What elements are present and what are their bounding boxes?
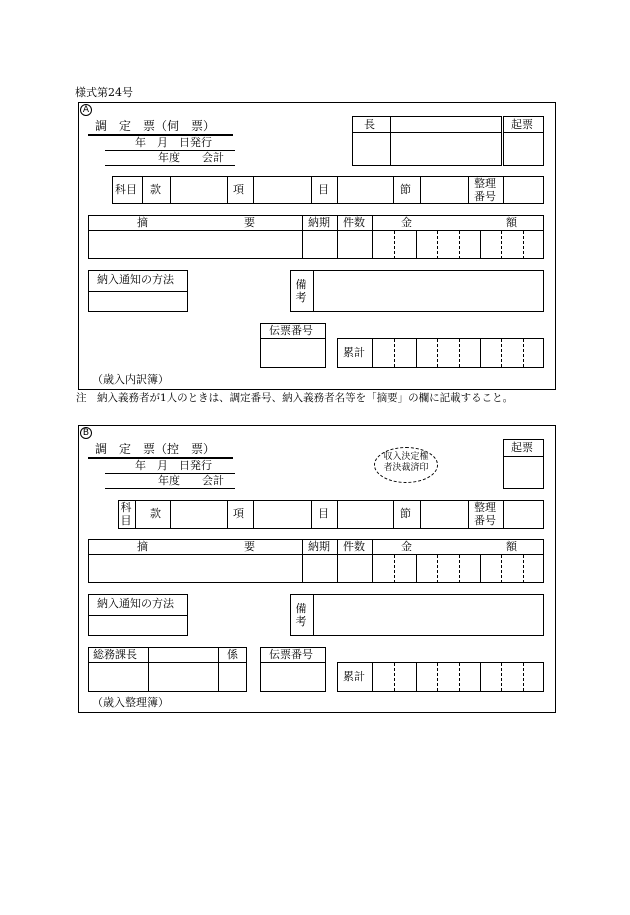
- section-a-ruikei-div2: [416, 338, 417, 368]
- section-a-bikou-box: [290, 270, 544, 312]
- section-a-amount-div1: [416, 230, 417, 259]
- section-b-kihyou-header-line: [503, 456, 544, 457]
- section-b-seiri: 整理: [474, 501, 496, 514]
- section-a-amount-div2: [480, 230, 481, 259]
- section-a-approval-divider: [390, 116, 391, 166]
- section-a-seiri: 整理: [474, 177, 496, 190]
- section-a-gaku: 額: [506, 216, 517, 229]
- section-a-moku: 目: [318, 183, 329, 196]
- section-a-approval-header-line: [352, 132, 502, 133]
- section-b-soumu-div1: [148, 647, 149, 692]
- section-a-bikou-2: 考: [295, 291, 307, 304]
- section-a-amount-dash3: [459, 231, 460, 259]
- section-b-ruikei-dash5: [523, 663, 524, 691]
- section-a-denpyou-line: [260, 338, 326, 339]
- section-a-title: 調 定 票（伺 票）: [95, 119, 216, 133]
- section-b-soumu-line: [88, 662, 247, 663]
- section-b-kin: 金: [401, 540, 412, 553]
- section-b-tekiyou-div2: [337, 539, 338, 583]
- section-b-ruikei-dash3: [459, 663, 460, 691]
- section-a-amount-dash5: [523, 231, 524, 259]
- section-a-kensuu: 件数: [343, 216, 365, 229]
- section-b-bikou-1: 備: [295, 602, 307, 615]
- section-b-kihyou-label: 起票: [511, 441, 533, 454]
- section-b-kensuu: 件数: [343, 540, 365, 553]
- section-a-subject-div1: [142, 176, 143, 204]
- section-a-kamoku: 科目: [115, 183, 137, 196]
- section-b-subject-div5: [311, 500, 312, 529]
- section-a-marker: A: [80, 104, 92, 116]
- section-a-tekiyou-div1: [302, 215, 303, 259]
- section-b-method-label: 納入通知の方法: [97, 597, 174, 610]
- section-b-subject-div7: [393, 500, 394, 529]
- section-b-marker: B: [80, 427, 92, 439]
- section-a-bangou: 番号: [474, 190, 496, 203]
- section-a-subject-div10: [503, 176, 504, 204]
- section-b-subject-div3: [227, 500, 228, 529]
- section-b-kamoku-2: 目: [120, 514, 132, 527]
- section-b-bikou-box: [290, 594, 544, 636]
- section-b-tekiyou-div1: [302, 539, 303, 583]
- section-a-ruikei-dash5: [523, 339, 524, 367]
- section-a-kin: 金: [401, 216, 412, 229]
- section-b-amount-dash4: [501, 555, 502, 583]
- section-b-amount-dash3: [459, 555, 460, 583]
- section-a-subject-div7: [393, 176, 394, 204]
- section-b-subject-div4: [253, 500, 254, 529]
- section-a-chou-label: 長: [364, 118, 375, 131]
- section-b-subject-div10: [503, 500, 504, 529]
- section-a-kou: 項: [233, 183, 244, 196]
- section-b-ruikei-div1: [372, 662, 373, 692]
- section-a-subject-div5: [311, 176, 312, 204]
- section-b-bangou: 番号: [474, 514, 496, 527]
- section-a-ruikei-dash4: [501, 339, 502, 367]
- section-b-tekiyou-2: 要: [244, 540, 255, 553]
- section-b-ruikei-dash2: [437, 663, 438, 691]
- section-b-footer: （歳入整理簿）: [92, 696, 169, 709]
- section-a-ruikei-label: 累計: [343, 346, 365, 359]
- section-a-subject-div9: [468, 176, 469, 204]
- section-a-fiscal-line: [105, 165, 235, 166]
- section-a-kihyou-header-line: [503, 132, 544, 133]
- section-a-fiscal-year: 年度 会計: [158, 151, 224, 164]
- section-a-amount-dash2: [437, 231, 438, 259]
- section-a-nouki: 納期: [308, 216, 330, 229]
- section-b-soumu-div2: [218, 647, 219, 692]
- section-b-ruikei-dash4: [501, 663, 502, 691]
- section-a-subject-div2: [170, 176, 171, 204]
- section-a-ruikei-div1: [372, 338, 373, 368]
- section-b-ruikei-div3: [480, 662, 481, 692]
- stamp-line-2: 者決裁済印: [383, 463, 429, 473]
- section-a-kihyou-label: 起票: [511, 118, 533, 131]
- section-b-amount-dash5: [523, 555, 524, 583]
- section-a-denpyou-label: 伝票番号: [269, 324, 313, 337]
- stamp-line-1: 収入決定権: [383, 452, 429, 462]
- section-b-amount-div2: [480, 554, 481, 583]
- section-b-tekiyou-1: 摘: [137, 540, 148, 553]
- section-b-fiscal-line: [105, 488, 235, 489]
- section-b-method-line: [88, 615, 188, 616]
- section-b-subject-div9: [468, 500, 469, 529]
- section-b-fiscal-year: 年度 会計: [158, 474, 224, 487]
- section-b-issued-date: 年 月 日発行: [135, 459, 212, 472]
- section-a-kan: 款: [150, 183, 161, 196]
- section-a-setsu: 節: [400, 183, 411, 196]
- section-a-subject-div8: [420, 176, 421, 204]
- section-b-kan: 款: [150, 507, 161, 520]
- section-b-setsu: 節: [400, 507, 411, 520]
- section-a-bikou-divider: [313, 270, 314, 312]
- section-b-kakari-label: 係: [227, 648, 238, 661]
- section-b-amount-div1: [416, 554, 417, 583]
- section-a-amount-dash4: [501, 231, 502, 259]
- section-b-ruikei-div2: [416, 662, 417, 692]
- section-b-denpyou-line: [260, 662, 326, 663]
- section-a-ruikei-dash2: [437, 339, 438, 367]
- section-a-method-line: [88, 291, 188, 292]
- section-a-issued-date: 年 月 日発行: [135, 136, 212, 149]
- section-b-title: 調 定 票（控 票）: [95, 442, 216, 456]
- section-a-tekiyou-header-line: [88, 230, 544, 231]
- section-a-amount-dash1: [394, 231, 395, 259]
- section-a-ruikei-div3: [480, 338, 481, 368]
- section-b-ruikei-dash1: [394, 663, 395, 691]
- section-b-moku: 目: [318, 507, 329, 520]
- section-a-ruikei-box: [337, 338, 544, 368]
- section-a-tekiyou-2: 要: [244, 216, 255, 229]
- section-a-subject-div4: [253, 176, 254, 204]
- section-b-ruikei-box: [337, 662, 544, 692]
- form-number: 様式第24号: [75, 86, 133, 99]
- section-b-bikou-2: 考: [295, 615, 307, 628]
- section-a-subject-div3: [227, 176, 228, 204]
- section-b-soumu-label: 総務課長: [93, 648, 137, 661]
- section-b-nouki: 納期: [308, 540, 330, 553]
- section-b-tekiyou-div3: [372, 539, 373, 583]
- section-b-ruikei-label: 累計: [343, 670, 365, 683]
- section-b-amount-dash2: [437, 555, 438, 583]
- section-b-tekiyou-header-line: [88, 554, 544, 555]
- section-a-footer: （歳入内訳簿）: [92, 373, 169, 386]
- section-b-kamoku-1: 科: [120, 501, 132, 514]
- section-b-subject-div8: [420, 500, 421, 529]
- section-b-gaku: 額: [506, 540, 517, 553]
- section-b-subject-div2: [170, 500, 171, 529]
- section-a-tekiyou-div3: [372, 215, 373, 259]
- section-a-bikou-1: 備: [295, 278, 307, 291]
- approval-stamp: [374, 447, 438, 483]
- section-b-bikou-divider: [313, 594, 314, 636]
- section-b-amount-dash1: [394, 555, 395, 583]
- section-b-kou: 項: [233, 507, 244, 520]
- section-a-method-label: 納入通知の方法: [97, 273, 174, 286]
- section-a-tekiyou-1: 摘: [137, 216, 148, 229]
- section-a-subject-div6: [337, 176, 338, 204]
- section-a-tekiyou-div2: [337, 215, 338, 259]
- section-b-denpyou-label: 伝票番号: [269, 648, 313, 661]
- section-a-ruikei-dash3: [459, 339, 460, 367]
- section-b-subject-div1: [135, 500, 136, 529]
- footnote: 注 納入義務者が1人のときは、調定番号、納入義務者名等を「摘要」の欄に記載すること。: [76, 392, 514, 404]
- section-a-ruikei-dash1: [394, 339, 395, 367]
- section-b-subject-div6: [337, 500, 338, 529]
